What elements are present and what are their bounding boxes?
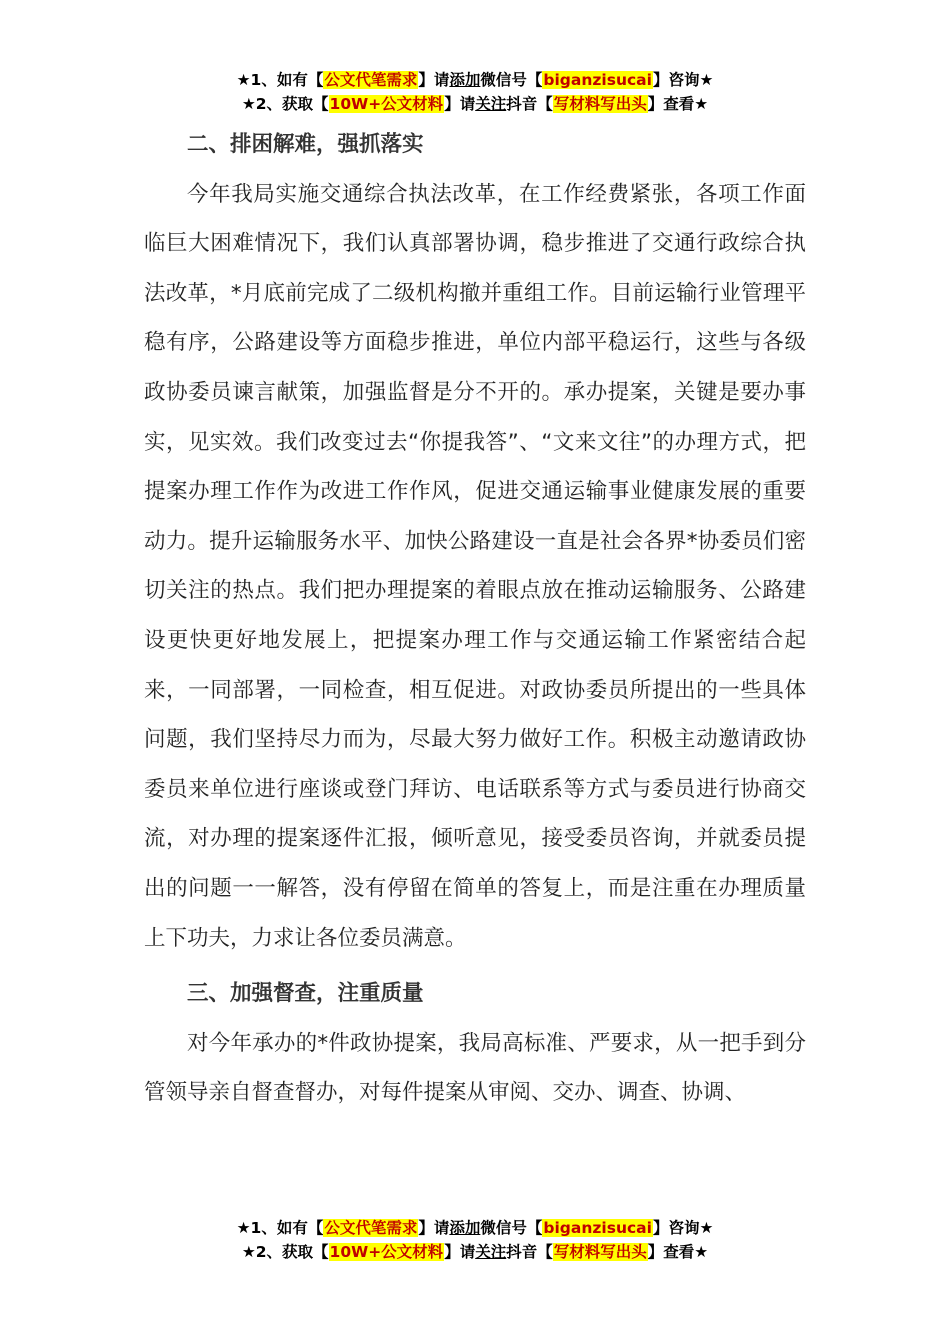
banner-text: 】请 [444,95,476,113]
highlight-service: 公文代笔需求 [324,71,418,89]
banner-text: 抖音【 [506,1243,553,1261]
highlight-wechat-id: biganzisucai [543,71,652,89]
banner-line-2 [0,1240,950,1264]
highlight-materials: 10W+公文材料 [329,1243,444,1261]
banner-text: ★2、获取【 [241,1243,329,1261]
banner-text: 】请 [418,71,450,89]
highlight-materials: 10W+公文材料 [329,95,444,113]
highlight-douyin-account: 写材料写出头 [553,1243,647,1261]
banner-text: 】请 [444,1243,476,1261]
banner-underlined-text: 添加 [449,1219,481,1237]
banner-text: 】咨询★ [652,71,714,89]
banner-text: ★1、如有【 [236,71,324,89]
banner-text: 】查看★ [647,1243,709,1261]
banner-text: 微信号【 [480,1219,543,1237]
banner-text: 】查看★ [647,95,709,113]
banner-line-2 [0,92,950,116]
highlight-douyin-account: 写材料写出头 [553,95,647,113]
banner-text: 抖音【 [506,95,553,113]
banner-underlined-text: 关注 [475,95,507,113]
section-paragraph-2: 今年我局实施交通综合执法改革，在工作经费紧张，各项工作面临巨大困难情况下，我们认真部署协调，稳步推进了交通行政综合执法改革，*月底前完成了二级机构撤并重组工作。目前运输行业管理平稳有序，公路建设等方面稳步推进，单位内部平稳运行，这些与各级政协委员谏言献策，加强监督是分不开的。承办提案，关键是要办事实，见实效。我们改变过去“你提我答”、“文来文往”的办理方式，把提案办理工作作为改进工作作风，促进交通运输事业健康发展的重要动力。提升运输服务水平、加快公路建设一直是社会各界*协委员们密切关注的热点。我们把办理提案的着眼点放在推动运输服务、公路建设更快更好地发展上，把提案办理工作与交通运输工作紧密结合起来，一同部署，一同检查，相互促进。对政协委员所提出的一些具体问题，我们坚持尽力而为，尽最大努力做好工作。积极主动邀请政协委员来单位进行座谈或登门拜访、电话联系等方式与委员进行协商交流，对办理的提案逐件汇报，倾听意见，接受委员咨询，并就委员提出的问题一一解答，没有停留在简单的答复上，而是注重在办理质量上下功夫，力求让各位委员满意。 [144,181,806,951]
banner-text: 】咨询★ [652,1219,714,1237]
document-body [144,120,806,1118]
footer-banner [0,1216,950,1264]
banner-line-1 [0,1216,950,1240]
section-heading-2: 二、排困解难，强抓落实 [187,132,424,157]
banner-underlined-text: 关注 [475,1243,507,1261]
banner-line-1 [0,68,950,92]
header-banner [0,68,950,116]
banner-text: 微信号【 [480,71,543,89]
highlight-wechat-id: biganzisucai [543,1219,652,1237]
section-heading-3: 三、加强督查，注重质量 [187,981,424,1007]
banner-text: ★2、获取【 [241,95,329,113]
banner-text: 】请 [418,1219,450,1237]
banner-text: ★1、如有【 [236,1219,324,1237]
banner-underlined-text: 添加 [449,71,481,89]
highlight-service: 公文代笔需求 [324,1219,418,1237]
section-paragraph-3: 对今年承办的*件政协提案，我局高标准、严要求，从一把手到分管领导亲自督查督办，对每件提案从审阅、交办、调查、协调、 [144,1030,806,1106]
